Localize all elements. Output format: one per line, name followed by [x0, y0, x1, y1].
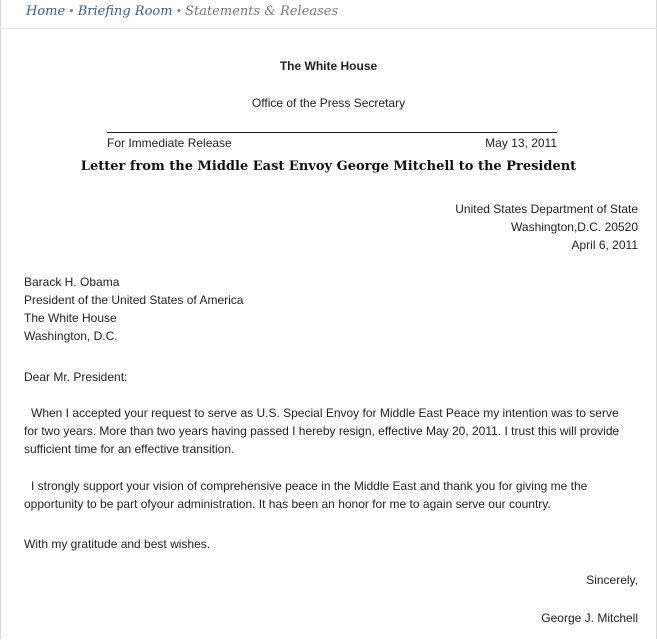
release-date: May 13, 2011 — [485, 136, 557, 150]
body-paragraph-1 — [24, 404, 634, 458]
salutation: Dear Mr. President: — [24, 370, 128, 384]
sender-address-line: United States Department of State — [455, 202, 638, 216]
signature-name: George J. Mitchell — [541, 611, 638, 625]
breadcrumb-home-link[interactable]: Home — [26, 4, 66, 19]
signoff: Sincerely, — [586, 573, 638, 587]
recipient-line: President of the United States of America — [24, 293, 244, 307]
breadcrumb — [26, 4, 338, 19]
breadcrumb-briefing-room-link[interactable]: Briefing Room — [77, 4, 173, 19]
paragraph-line: sufficient time for an effective transition. — [24, 442, 235, 456]
recipient-line: Washington, D.C. — [24, 329, 118, 343]
sender-address — [455, 200, 638, 254]
paragraph-line: When I accepted your request to serve as U.S. Special Envoy for Middle East Peace my intention was to serve — [31, 406, 619, 420]
organization-title: The White House — [279, 59, 378, 73]
paragraph-line: I strongly support your vision of comprehensive peace in the Middle East and thank you for giving me the — [31, 479, 588, 493]
office-name: Office of the Press Secretary — [251, 96, 406, 110]
recipient-address — [24, 273, 634, 345]
breadcrumb-separator: • — [175, 5, 183, 18]
letter-date: April 6, 2011 — [571, 238, 638, 252]
letter-headline: Letter from the Middle East Envoy George Mitchell to the President — [80, 159, 577, 174]
sender-address-line: Washington,D.C. 20520 — [511, 220, 638, 234]
recipient-line: Barack H. Obama — [24, 275, 120, 289]
paragraph-line: for two years. More than two years having passed I hereby resign, effective May 20, 2011. I trust this will provide — [24, 424, 620, 438]
breadcrumb-separator: • — [68, 5, 75, 18]
breadcrumb-current: Statements & Releases — [185, 4, 339, 19]
release-label: For Immediate Release — [107, 136, 232, 150]
closing-line: With my gratitude and best wishes. — [24, 537, 211, 551]
body-paragraph-2 — [24, 477, 634, 513]
paragraph-line: opportunity to be part ofyour administration. It has been an honor for me to again serve our country. — [24, 497, 551, 511]
header-divider — [0, 28, 657, 29]
recipient-line: The White House — [24, 311, 117, 325]
release-row — [107, 132, 557, 150]
